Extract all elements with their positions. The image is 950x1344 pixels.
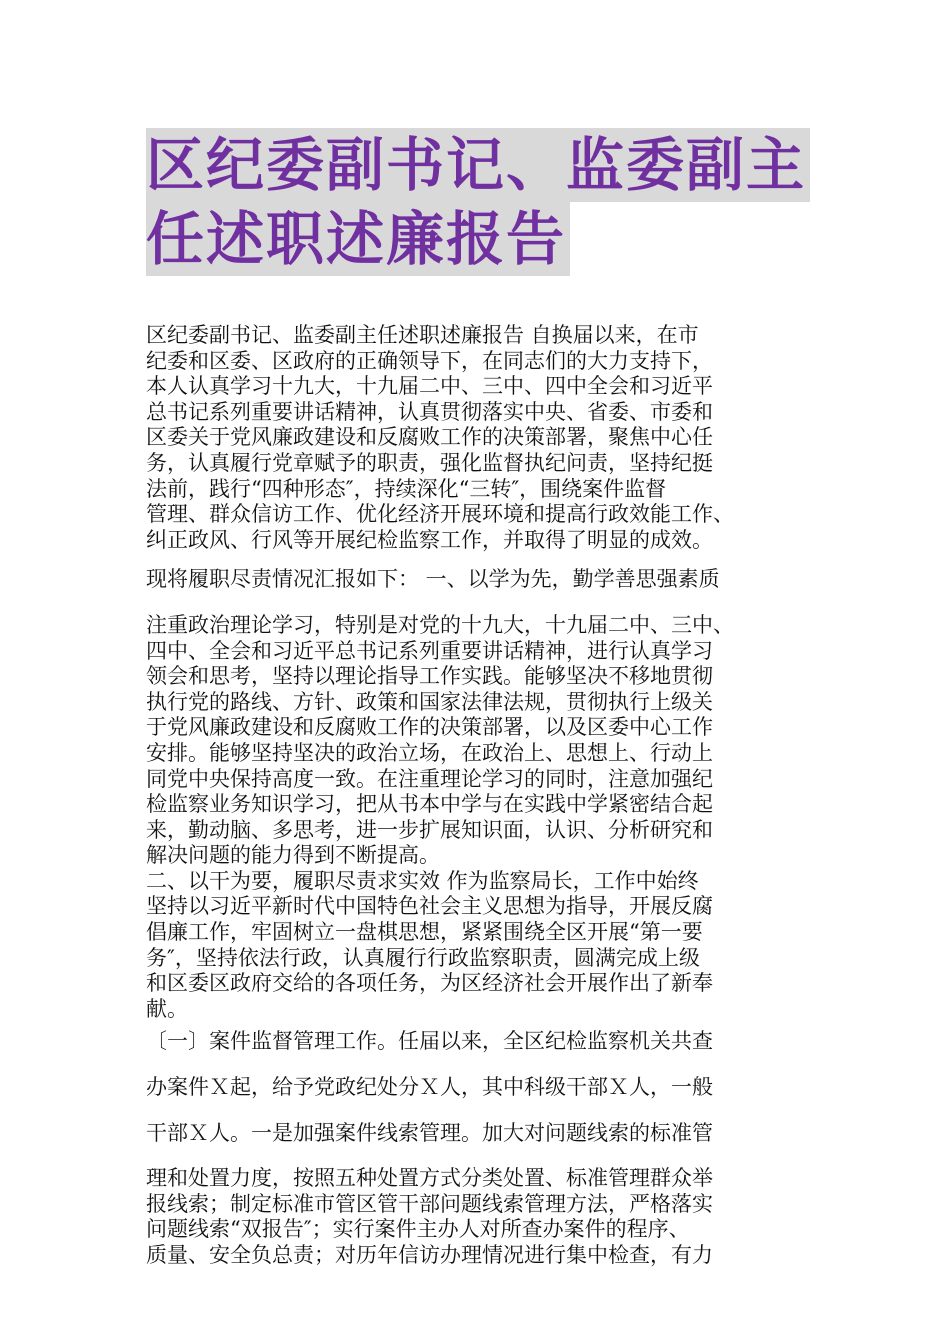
body-line: 务″，坚持依法行政，认真履行行政监察职责，圆满完成上级 [146,945,700,970]
body-line: 倡廉工作，牢固树立一盘棋思想，紧紧围绕全区开展“第一要 [146,920,703,945]
title-line-1: 区纪委副书记、监委副主 [146,128,810,202]
body-line: 管理、群众信访工作、优化经济开展环境和提高行政效能工作、 [146,502,734,527]
body-line: 纠正政风、行风等开展纪检监察工作，并取得了明显的成效。 [146,527,713,552]
body-line: 领会和思考，坚持以理论指导工作实践。能够坚决不移地贯彻 [146,664,713,689]
body-line: 安排。能够坚持坚决的政治立场，在政治上、思想上、行动上 [146,740,713,765]
body-line: 质量、安全负总责；对历年信访办理情况进行集中检查，有力 [146,1243,713,1267]
body-line: 解决问题的能力得到不断提高。 [146,843,440,868]
title-line-2: 任述职述廉报告 [146,202,570,276]
body-line: 问题线索“双报告″；实行案件主办人对所查办案件的程序、 [146,1217,690,1242]
body-line: 来，勤动脑、多思考，进一步扩展知识面，认识、分析研究和 [146,817,713,842]
body-line: 理和处置力度，按照五种处置方式分类处置、标准管理群众举 [146,1166,713,1191]
body-line: 法前，践行“四种形态″，持续深化“三转″，围绕案件监督 [146,476,667,501]
body-line: 干部Ｘ人。一是加强案件线索管理。加大对问题线索的标准管 [146,1120,713,1145]
body-line: 现将履职尽责情况汇报如下： 一、以学为先，勤学善思强素质 [146,567,720,592]
body-line: 注重政治理论学习，特别是对党的十九大，十九届二中、三中、 [146,612,734,637]
body-line: 本人认真学习十九大，十九届二中、三中、四中全会和习近平 [146,374,713,399]
body-line: 办案件Ｘ起，给予党政纪处分Ｘ人，其中科级干部Ｘ人，一般 [146,1075,713,1100]
document-title [146,128,816,276]
body-line: 执行党的路线、方针、政策和国家法律法规，贯彻执行上级关 [146,689,713,714]
body-line: 同党中央保持高度一致。在注重理论学习的同时，注意加强纪 [146,766,713,791]
body-line: 区委关于党风廉政建设和反腐败工作的决策部署，聚焦中心任 [146,425,713,450]
body-line: 于党风廉政建设和反腐败工作的决策部署，以及区委中心工作 [146,715,713,740]
body-line: 〔一〕案件监督管理工作。任届以来，全区纪检监察机关共查 [146,1029,713,1054]
document-body [146,323,806,1269]
body-line: 区纪委副书记、监委副主任述职述廉报告 自换届以来，在市 [146,323,699,347]
body-line: 四中、全会和习近平总书记系列重要讲话精神，进行认真学习 [146,638,713,663]
body-line: 二、以干为要，履职尽责求实效 作为监察局长，工作中始终 [146,868,699,893]
body-line: 纪委和区委、区政府的正确领导下，在同志们的大力支持下， [146,348,713,373]
body-line: 务，认真履行党章赋予的职责，强化监督执纪问责，坚持纪挺 [146,450,713,475]
body-line: 和区委区政府交给的各项任务，为区经济社会开展作出了新奉 [146,971,713,996]
body-line: 检监察业务知识学习，把从书本中学与在实践中学紧密结合起 [146,792,713,817]
body-line: 献。 [146,996,188,1021]
body-line: 坚持以习近平新时代中国特色社会主义思想为指导，开展反腐 [146,894,713,919]
body-line: 总书记系列重要讲话精神，认真贯彻落实中央、省委、市委和 [146,399,713,424]
body-line: 报线索；制定标准市管区管干部问题线索管理方法，严格落实 [146,1191,713,1216]
